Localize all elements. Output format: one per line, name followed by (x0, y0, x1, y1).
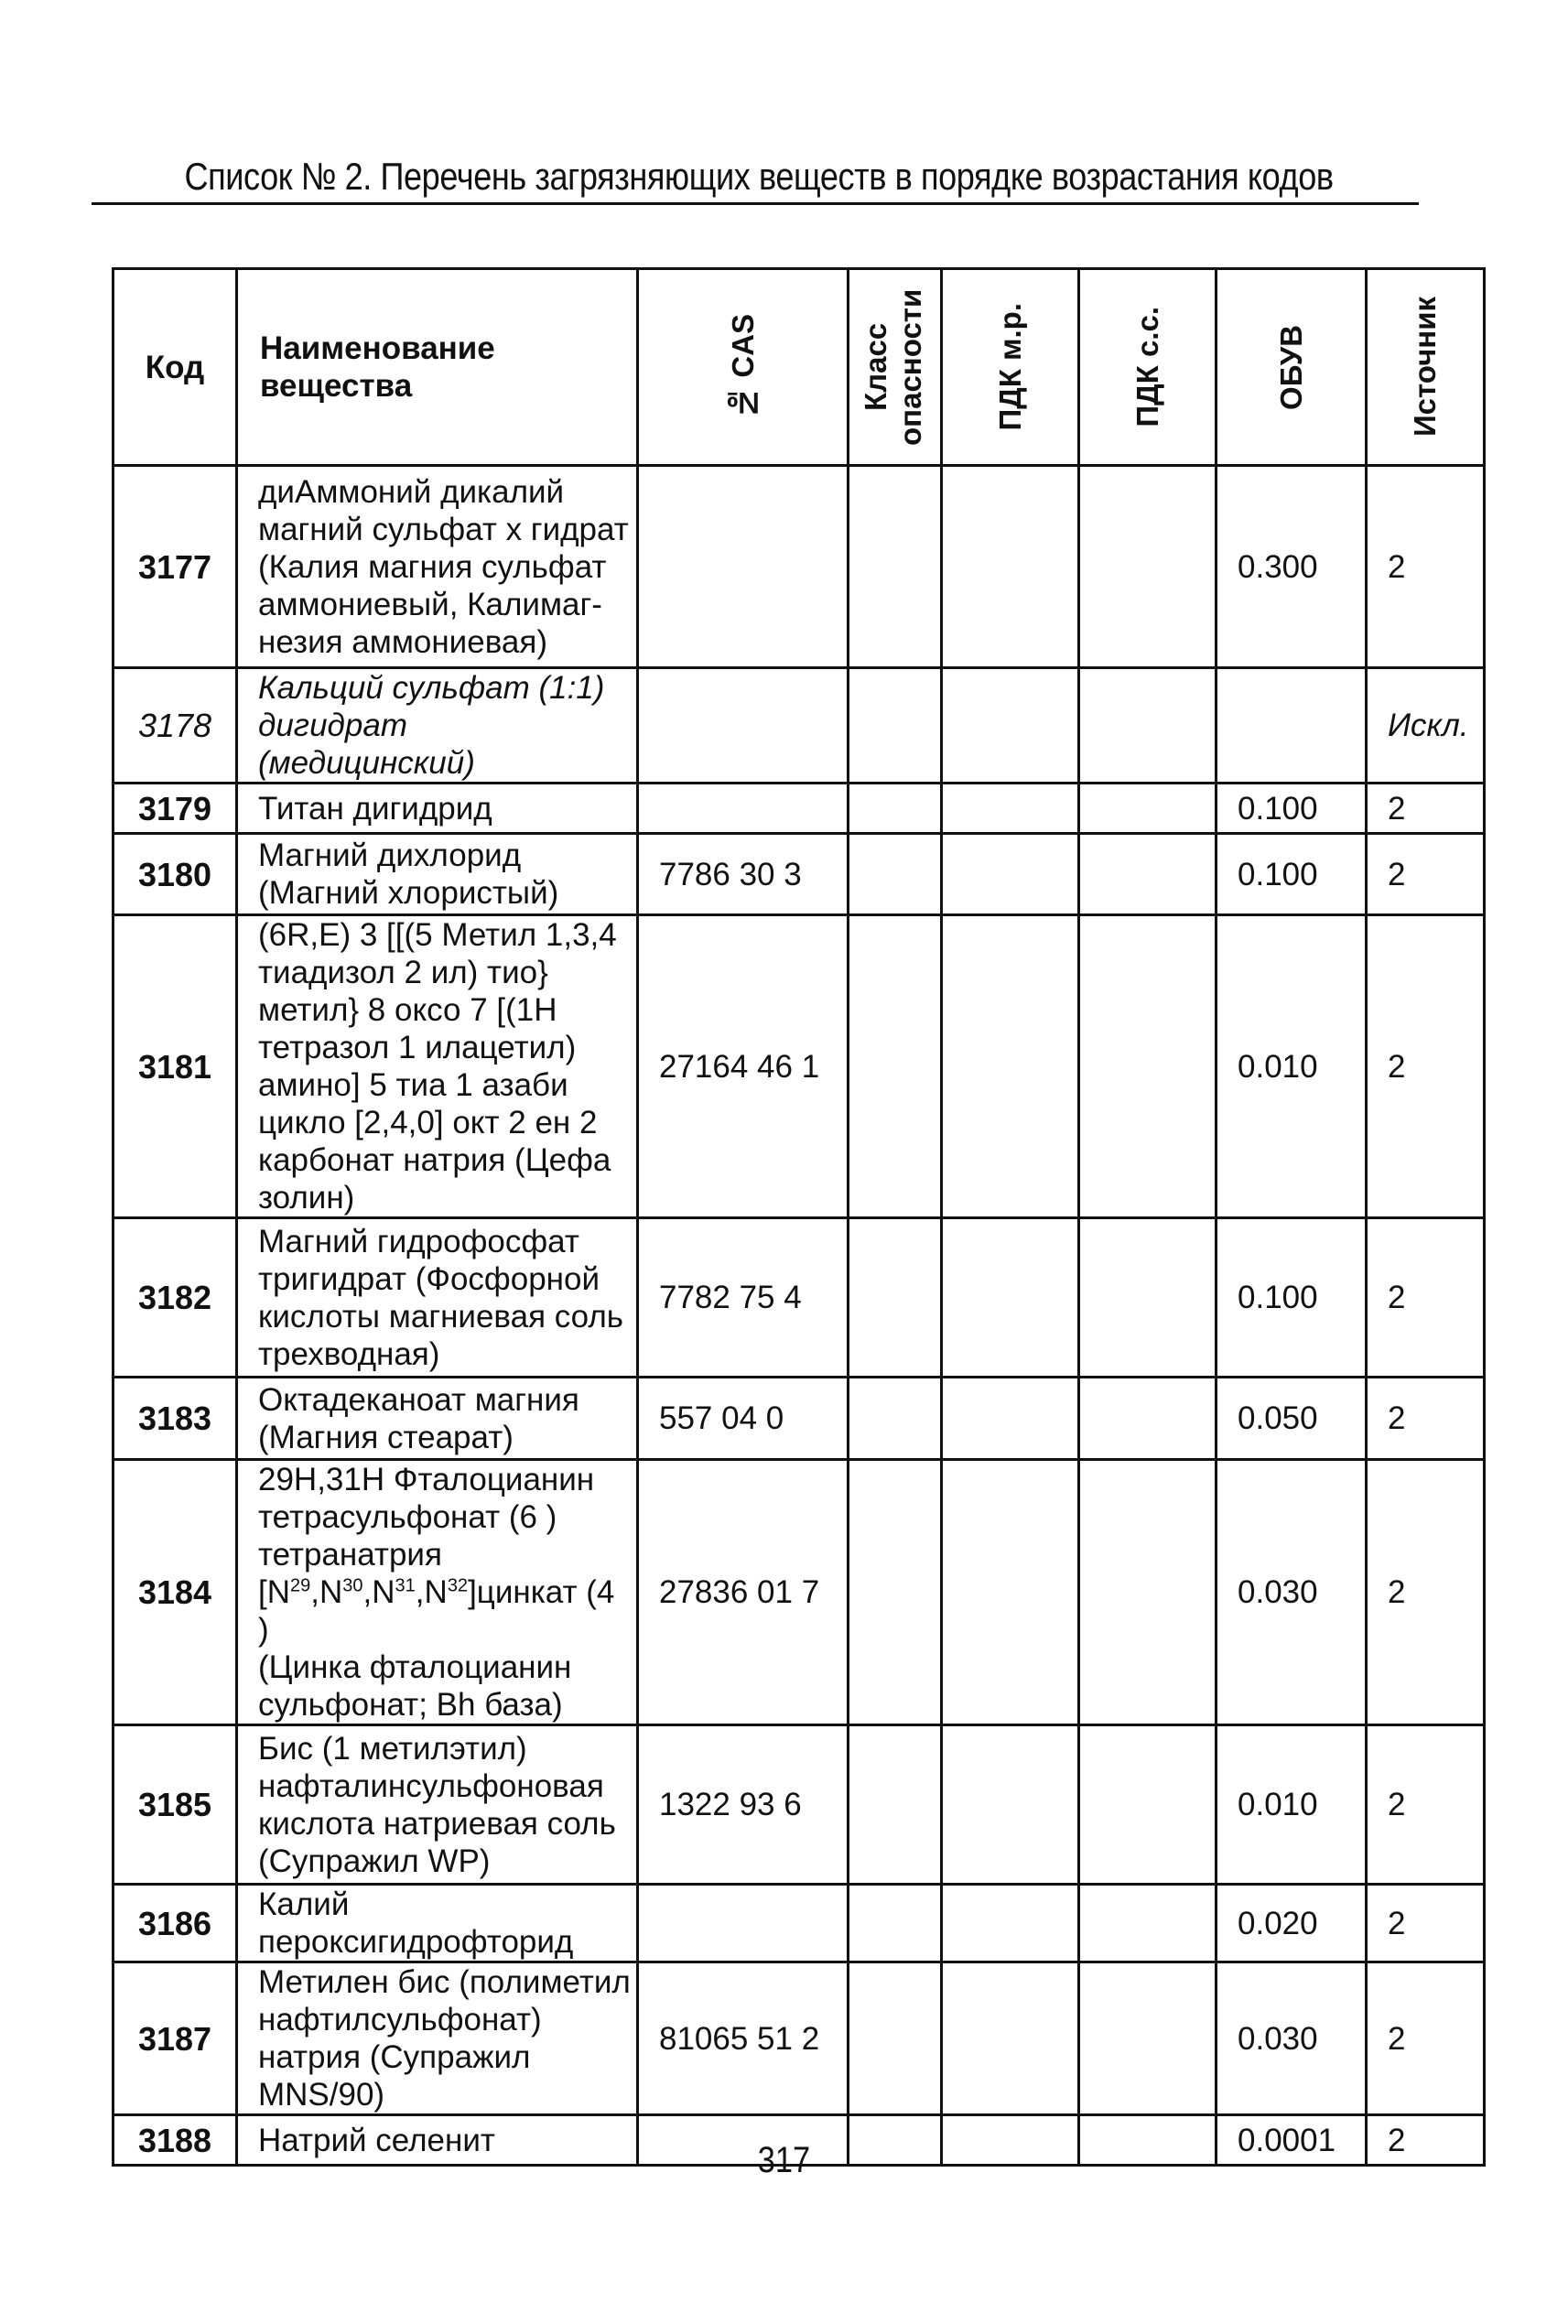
source-cell: 2 (1367, 915, 1485, 1218)
source-cell: 2 (1367, 2115, 1485, 2166)
code-cell: 3183 (114, 1378, 237, 1460)
page-title: Список № 2. Перечень загрязняющих веществ в порядке возрастания кодов (184, 155, 1334, 198)
hazard-class-cell (849, 1218, 942, 1378)
source-cell: Искл. (1367, 668, 1485, 784)
cas-cell (638, 784, 849, 834)
obuv-cell: 0.300 (1217, 466, 1367, 668)
column-header-obuv (1217, 269, 1367, 466)
obuv-cell: 0.020 (1217, 1885, 1367, 1962)
cas-cell: 27836 01 7 (638, 1460, 849, 1725)
source-cell: 2 (1367, 784, 1485, 834)
pdk-mr-cell (942, 668, 1079, 784)
page-number: 317 (757, 2140, 811, 2180)
hazard-class-cell (849, 1460, 942, 1725)
pdk-mr-cell (942, 1378, 1079, 1460)
name-cell: Магний дихлорид (Магний хлористый) (237, 834, 638, 915)
pdk-mr-cell (942, 834, 1079, 915)
source-cell: 2 (1367, 1378, 1485, 1460)
name-line: тетрасульфонат (6 ) (258, 1499, 557, 1535)
column-header-name: Наименование вещества (237, 269, 638, 466)
superscript: 32 (447, 1575, 469, 1596)
cas-cell (638, 466, 849, 668)
pdk-mr-cell (942, 1725, 1079, 1885)
pdk-mr-cell (942, 1962, 1079, 2115)
pdk-mr-cell (942, 1885, 1079, 1962)
cas-cell: 1322 93 6 (638, 1725, 849, 1885)
name-line: $[N^{29},N^{30},N^{31},N^{32}]цинкат$ (4 ) (258, 1574, 615, 1648)
source-cell: 2 (1367, 834, 1485, 915)
column-header-cas-label: № CAS (725, 314, 760, 420)
table-row (114, 1460, 1485, 1725)
pdk-mr-cell (942, 784, 1079, 834)
cas-cell: 557 04 0 (638, 1378, 849, 1460)
name-cell: (6R,E) 3 [[(5 Метил 1,3,4 тиадизол 2 ил) тио} метил} 8 оксо 7 [(1H тетразол 1 илацетил) амино] 5 тиа 1 азаби цикло [2,4,0] окт 2 ен 2 карбонат натрия (Цефа золин) (237, 915, 638, 1218)
column-header-code: Код (114, 269, 237, 466)
name-cell: Кальций сульфат (1:1) дигидрат (медицинский) (237, 668, 638, 784)
pdk-mr-cell (942, 1460, 1079, 1725)
hazard-class-cell (849, 1378, 942, 1460)
obuv-cell: 0.100 (1217, 1218, 1367, 1378)
pdk-ss-cell (1079, 1962, 1217, 2115)
code-cell: 3187 (114, 1962, 237, 2115)
header-row (114, 269, 1485, 466)
obuv-cell: 0.010 (1217, 1725, 1367, 1885)
code-cell: 3185 (114, 1725, 237, 1885)
pdk-mr-cell (942, 466, 1079, 668)
name-cell: диАммоний дикалий магний сульфат x гидрат (Калия магния сульфат аммониевый, Калимаг-незия аммониевая) (237, 466, 638, 668)
source-cell: 2 (1367, 1725, 1485, 1885)
pdk-mr-cell (942, 1218, 1079, 1378)
source-cell: 2 (1367, 1460, 1485, 1725)
obuv-cell: 0.050 (1217, 1378, 1367, 1460)
hazard-class-cell (849, 915, 942, 1218)
substances-table (112, 267, 1486, 2167)
name-cell: Калий пероксигидрофторид (237, 1885, 638, 1962)
hazard-class-cell (849, 834, 942, 915)
column-header-pdk-ss (1079, 269, 1217, 466)
sup-base: N (319, 1574, 343, 1610)
table-row (114, 668, 1485, 784)
table-row (114, 784, 1485, 834)
obuv-cell: 0.030 (1217, 1962, 1367, 2115)
source-cell: 2 (1367, 1885, 1485, 1962)
pdk-ss-cell (1079, 784, 1217, 834)
name-cell: Натрий селенит (237, 2115, 638, 2166)
cas-cell: 7786 30 3 (638, 834, 849, 915)
column-header-source-label: Источник (1408, 297, 1442, 438)
hazard-class-cell (849, 784, 942, 834)
table-row (114, 466, 1485, 668)
pdk-ss-cell (1079, 1218, 1217, 1378)
cas-cell: 81065 51 2 (638, 1962, 849, 2115)
obuv-cell: 0.100 (1217, 834, 1367, 915)
obuv-cell: 0.030 (1217, 1460, 1367, 1725)
column-header-hazard-class-label: Класс опасности (858, 288, 927, 446)
pdk-ss-cell (1079, 834, 1217, 915)
pdk-ss-cell (1079, 1378, 1217, 1460)
name-line: (Цинка фталоцианин сульфонат; Bh база) (258, 1649, 572, 1723)
pdk-ss-cell (1079, 668, 1217, 784)
name-cell: Метилен бис (полиметил нафтилсульфонат) натрия (Супражил MNS/90) (237, 1962, 638, 2115)
column-header-source (1367, 269, 1485, 466)
code-cell: 3182 (114, 1218, 237, 1378)
name-cell: Магний гидрофосфат тригидрат (Фосфорной кислоты магниевая соль трехводная) (237, 1218, 638, 1378)
hazard-class-cell (849, 1962, 942, 2115)
hazard-class-cell (849, 466, 942, 668)
source-cell: 2 (1367, 1218, 1485, 1378)
column-header-obuv-label: ОБУВ (1273, 324, 1308, 410)
table-row (114, 1378, 1485, 1460)
source-cell: 2 (1367, 1962, 1485, 2115)
hazard-class-cell (849, 1885, 942, 1962)
obuv-cell: 0.0001 (1217, 2115, 1367, 2166)
code-cell: 3178 (114, 668, 237, 784)
superscript: 29 (290, 1575, 311, 1596)
table-row (114, 1962, 1485, 2115)
table-row (114, 915, 1485, 1218)
column-header-cas (638, 269, 849, 466)
name-line: 29H,31H Фталоцианин (258, 1462, 595, 1497)
pdk-ss-cell (1079, 1885, 1217, 1962)
code-cell: 3188 (114, 2115, 237, 2166)
superscript: 31 (395, 1575, 416, 1596)
cas-cell (638, 1885, 849, 1962)
sup-base: N (372, 1574, 395, 1610)
obuv-cell: 0.100 (1217, 784, 1367, 834)
source-cell: 2 (1367, 466, 1485, 668)
sup-base: N (424, 1574, 448, 1610)
name-cell (237, 1460, 638, 1725)
pdk-ss-cell (1079, 1725, 1217, 1885)
name-cell: Титан дигидрид (237, 784, 638, 834)
cas-cell: 7782 75 4 (638, 1218, 849, 1378)
table-row (114, 834, 1485, 915)
table-row (114, 1725, 1485, 1885)
pdk-mr-cell (942, 915, 1079, 1218)
name-line: тетранатрия (258, 1537, 442, 1573)
code-cell: 3181 (114, 915, 237, 1218)
pdk-ss-cell (1079, 466, 1217, 668)
table-row (114, 1218, 1485, 1378)
obuv-cell: 0.010 (1217, 915, 1367, 1218)
sup-tail: ]цинкат (4 ) (258, 1574, 615, 1648)
column-header-pdk-ss-label: ПДК с.с. (1130, 307, 1164, 427)
name-cell: Бис (1 метилэтил) нафталинсульфоновая кислота натриевая соль (Супражил WP) (237, 1725, 638, 1885)
column-header-pdk-mr-label: ПДК м.р. (992, 303, 1027, 431)
cas-cell: 27164 46 1 (638, 915, 849, 1218)
column-header-pdk-mr (942, 269, 1079, 466)
superscript: 30 (342, 1575, 363, 1596)
obuv-cell (1217, 668, 1367, 784)
code-cell: 3177 (114, 466, 237, 668)
code-cell: 3184 (114, 1460, 237, 1725)
column-header-hazard-class (849, 269, 942, 466)
sup-base: N (266, 1574, 291, 1610)
pdk-ss-cell (1079, 915, 1217, 1218)
cas-cell (638, 668, 849, 784)
table-row (114, 1885, 1485, 1962)
code-cell: 3179 (114, 784, 237, 834)
code-cell: 3180 (114, 834, 237, 915)
code-cell: 3186 (114, 1885, 237, 1962)
title-rule (92, 202, 1419, 205)
hazard-class-cell (849, 1725, 942, 1885)
name-cell: Октадеканоат магния (Магния стеарат) (237, 1378, 638, 1460)
hazard-class-cell (849, 668, 942, 784)
pdk-ss-cell (1079, 1460, 1217, 1725)
